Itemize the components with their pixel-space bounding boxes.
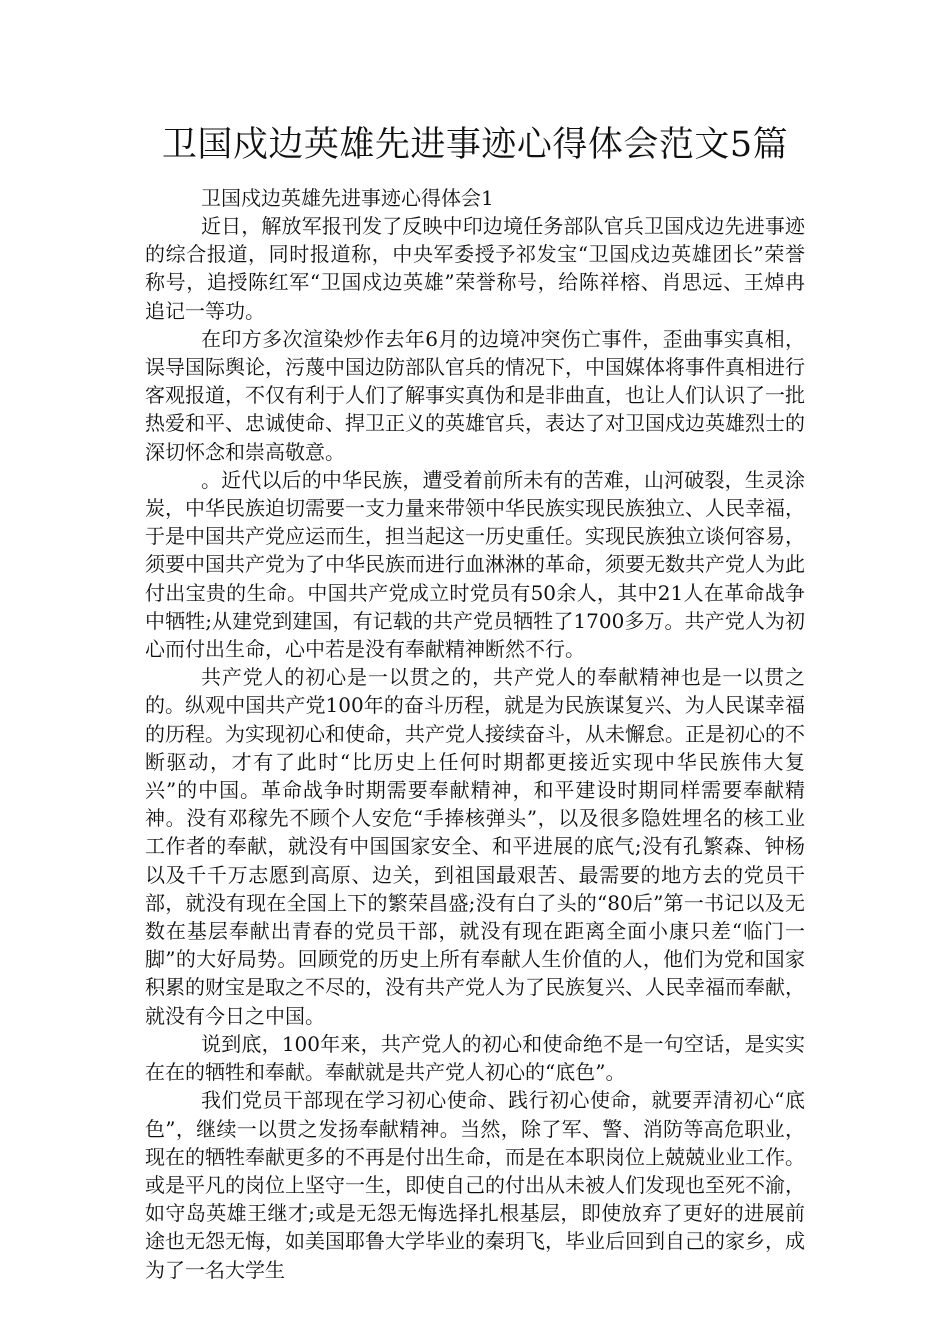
paragraph-1: 近日，解放军报刊发了反映中印边境任务部队官兵卫国戍边先进事迹的综合报道，同时报道称，中央军委授予祁发宝“卫国戍边英雄团长”荣誉称号，追授陈红军“卫国戍边英雄”荣誉称号，给陈祥榕、肖思远、王焯冉追记一等功。 xyxy=(145,214,805,323)
paragraph-3: 。近代以后的中华民族，遭受着前所未有的苦难，山河破裂，生灵涂炭，中华民族迫切需要一支力量来带领中华民族实现民族独立、人民幸福，于是中国共产党应运而生，担当起这一历史重任。实现民族独立谈何容易，须要中国共产党为了中华民族而进行血淋淋的革命，须要无数共产党人为此付出宝贵的生命。中国共产党成立时党员有50余人，其中21人在革命战争中牺牲;从建党到建国，有记载的共产党员牺牲了1700多万。共产党人为初心而付出生命，心中若是没有奉献精神断然不行。 xyxy=(145,467,805,662)
paragraph-2: 在印方多次渲染炒作去年6月的边境冲突伤亡事件，歪曲事实真相，误导国际舆论，污蔑中国边防部队官兵的情况下，中国媒体将事件真相进行客观报道，不仅有利于人们了解事实真伪和是非曲直，也让人们认识了一批热爱和平、忠诚使命、捍卫正义的英雄官兵，表达了对卫国戍边英雄烈士的深切怀念和崇高敬意。 xyxy=(145,326,805,464)
paragraph-6: 我们党员干部现在学习初心使命、践行初心使命，就要弄清初心“底色”，继续一以贯之发扬奉献精神。当然，除了军、警、消防等高危职业，现在的牺牲奉献更多的不再是付出生命，而是在本职岗位上兢兢业业工作。或是平凡的岗位上坚守一生，即使自己的付出从未被人们发现也至死不渝，如守岛英雄王继才;或是无怨无悔选择扎根基层，即使放弃了更好的进展前途也无怨无悔，如美国耶鲁大学毕业的秦玥飞，毕业后回到自己的家乡，成为了一名大学生 xyxy=(145,1088,805,1282)
document-page xyxy=(145,120,805,1284)
paragraph-4: 共产党人的初心是一以贯之的，共产党人的奉献精神也是一以贯之的。纵观中国共产党100年的奋斗历程，就是为民族谋复兴、为人民谋幸福的历程。为实现初心和使命，共产党人接续奋斗，从未懈怠。正是初心的不断驱动，才有了此时“比历史上任何时期都更接近实现中华民族伟大复兴”的中国。革命战争时期需要奉献精神，和平建设时期同样需要奉献精神。没有邓稼先不顾个人安危“手捧核弹头”，以及很多隐姓埋名的核工业工作者的奉献，就没有中国国家安全、和平进展的底气;没有孔繁森、钟杨以及千千万志愿到高原、边关，到祖国最艰苦、最需要的地方去的党员干部，就没有现在全国上下的繁荣昌盛;没有白了头的“80后”第一书记以及无数在基层奉献出青春的党员干部，就没有现在距离全面小康只差“临门一脚”的大好局势。回顾党的历史上所有奉献人生价值的人，他们为党和国家积累的财宝是取之不尽的，没有共产党人为了民族复兴、人民幸福而奉献，就没有今日之中国。 xyxy=(145,665,805,1028)
section-heading: 卫国戍边英雄先进事迹心得体会1 xyxy=(201,186,494,210)
paragraph-5: 说到底，100年来，共产党人的初心和使命绝不是一句空话，是实实在在的牺牲和奉献。奉献就是共产党人初心的“底色”。 xyxy=(145,1031,805,1085)
document-title: 卫国戍边英雄先进事迹心得体会范文5篇 xyxy=(161,125,789,165)
